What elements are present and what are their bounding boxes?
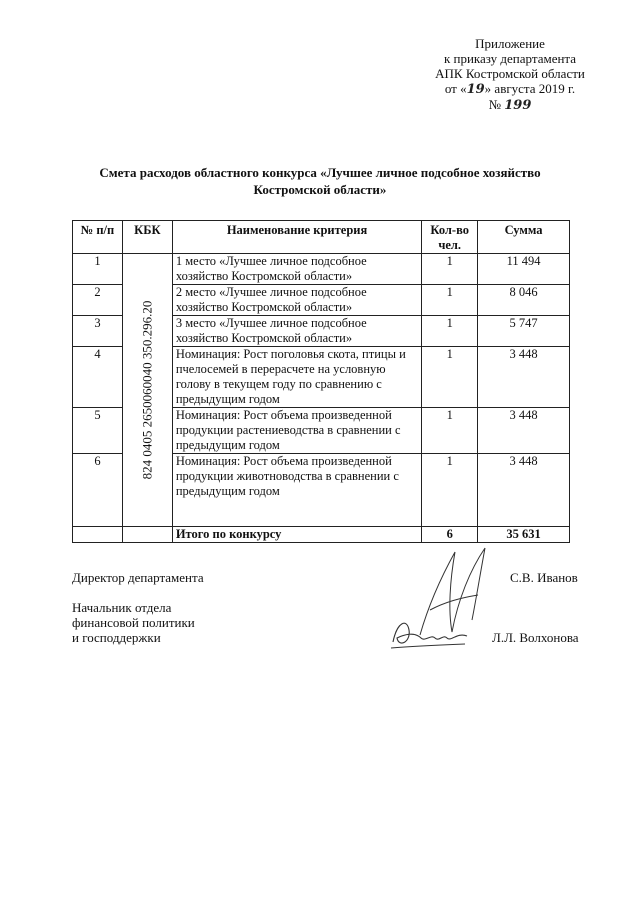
row-qty: 1	[422, 408, 478, 454]
estimate-table	[72, 220, 570, 543]
kbk-value: 824 0405 2650060040 350.296.20	[139, 300, 155, 480]
row-num: 6	[73, 454, 123, 527]
appendix-date	[400, 81, 620, 97]
date-suffix: » августа 2019 г.	[484, 81, 576, 96]
row-sum: 11 494	[478, 254, 570, 285]
date-prefix: от «	[444, 81, 467, 96]
row-sum: 5 747	[478, 316, 570, 347]
director-title: Директор департамента	[72, 570, 204, 585]
header-qty: Кол-во чел.	[422, 221, 478, 254]
appendix-number	[400, 97, 620, 113]
number-prefix: №	[488, 97, 505, 112]
row-name: 3 место «Лучшее личное подсобное хозяйство Костромской области»	[172, 316, 421, 347]
total-label: Итого по конкурсу	[172, 527, 421, 543]
row-name: Номинация: Рост поголовья скота, птицы и пчелосемей в перерасчете на условную голову в текущем году по сравнению с предыдущим годом	[172, 347, 421, 408]
total-num-cell	[73, 527, 123, 543]
row-name: 1 место «Лучшее личное подсобное хозяйство Костромской области»	[172, 254, 421, 285]
row-qty: 1	[422, 285, 478, 316]
row-name: 2 место «Лучшее личное подсобное хозяйство Костромской области»	[172, 285, 421, 316]
total-kbk-cell	[122, 527, 172, 543]
appendix-header	[400, 36, 620, 113]
row-qty: 1	[422, 454, 478, 527]
header-sum: Сумма	[478, 221, 570, 254]
number-value: 199	[504, 98, 532, 113]
row-name: Номинация: Рост объема произведенной продукции растениеводства в сравнении с предыдущим годом	[172, 408, 421, 454]
row-num: 4	[73, 347, 123, 408]
appendix-label: Приложение	[475, 36, 545, 51]
head-name: Л.Л. Волхонова	[492, 630, 579, 645]
director-name: С.В. Иванов	[510, 570, 578, 585]
kbk-cell	[122, 254, 172, 527]
appendix-order-ref: к приказу департамента	[443, 51, 577, 66]
document-title	[70, 164, 570, 198]
head-title	[72, 600, 195, 645]
row-sum: 3 448	[478, 347, 570, 408]
row-num: 1	[73, 254, 123, 285]
row-qty: 1	[422, 347, 478, 408]
total-sum: 35 631	[478, 527, 570, 543]
head-title-line-2: финансовой политики	[72, 615, 195, 630]
total-qty: 6	[422, 527, 478, 543]
row-qty: 1	[422, 254, 478, 285]
row-num: 3	[73, 316, 123, 347]
row-sum: 8 046	[478, 285, 570, 316]
row-sum: 3 448	[478, 454, 570, 527]
header-kbk: КБК	[122, 221, 172, 254]
title-line-1: Смета расходов областного конкурса «Лучшее личное подсобное хозяйство	[99, 165, 541, 180]
head-signature-mark	[385, 612, 475, 657]
row-sum: 3 448	[478, 408, 570, 454]
date-day: 19	[466, 82, 485, 97]
row-num: 5	[73, 408, 123, 454]
appendix-department: АПК Костромской области	[435, 66, 585, 81]
row-name: Номинация: Рост объема произведенной продукции животноводства в сравнении с предыдущим годом	[172, 454, 421, 527]
table-row	[73, 254, 570, 285]
header-name: Наименование критерия	[172, 221, 421, 254]
table-header-row	[73, 221, 570, 254]
head-title-line-1: Начальник отдела	[72, 600, 172, 615]
row-num: 2	[73, 285, 123, 316]
head-title-line-3: и господдержки	[72, 630, 161, 645]
header-num: № п/п	[73, 221, 123, 254]
row-qty: 1	[422, 316, 478, 347]
title-line-2: Костромской области»	[253, 182, 387, 197]
